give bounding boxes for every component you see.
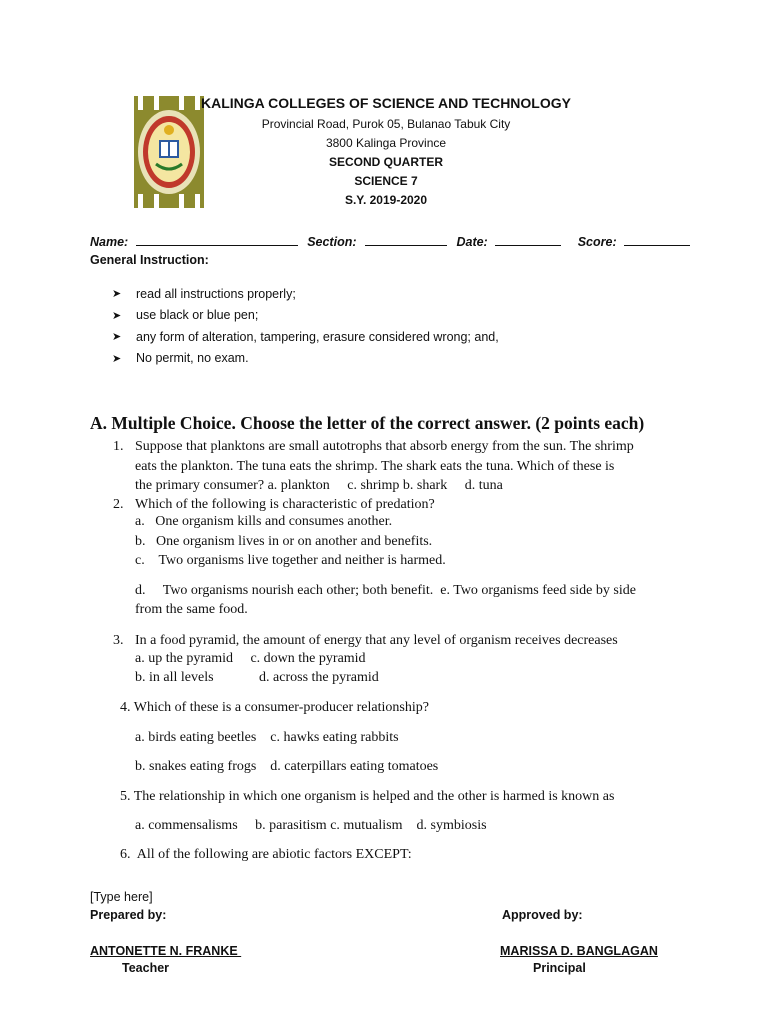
question-6: 6. All of the following are abiotic factors EXCEPT: bbox=[120, 847, 412, 862]
answer-option: a. commensalisms b. parasitism c. mutualism d. symbiosis bbox=[135, 818, 487, 833]
date-label: Date: bbox=[456, 235, 488, 249]
score-blank[interactable] bbox=[624, 233, 690, 246]
preparer-title: Teacher bbox=[122, 961, 170, 975]
arrow-bullet-icon: ➤ bbox=[112, 352, 122, 365]
exam-quarter: SECOND QUARTER bbox=[328, 155, 443, 169]
list-item: ➤ use black or blue pen; bbox=[112, 308, 259, 323]
section-blank[interactable] bbox=[365, 233, 447, 246]
answer-option: a. birds eating beetles c. hawks eating rabbits bbox=[135, 730, 399, 745]
footer-placeholder: [Type here] bbox=[90, 890, 153, 904]
answer-option: d. Two organisms nourish each other; both benefit. e. Two organisms feed side by side bbox=[135, 583, 636, 598]
approver-name: MARISSA D. BANGLAGAN bbox=[500, 944, 658, 958]
answer-option: b. snakes eating frogs d. caterpillars eating tomatoes bbox=[135, 759, 439, 774]
answer-option: a. One organism kills and consumes another. bbox=[135, 514, 393, 529]
school-logo bbox=[134, 96, 204, 208]
prepared-by-label: Prepared by: bbox=[90, 908, 167, 922]
section-label: Section: bbox=[307, 235, 357, 249]
arrow-bullet-icon: ➤ bbox=[112, 331, 122, 344]
question-5: 5. The relationship in which one organism is helped and the other is harmed is known as bbox=[120, 789, 615, 804]
answer-option: b. One organism lives in or on another and benefits. bbox=[135, 534, 433, 549]
list-item: ➤ any form of alteration, tampering, erasure considered wrong; and, bbox=[112, 329, 499, 344]
question-number: 1. bbox=[113, 439, 124, 454]
score-label: Score: bbox=[577, 235, 617, 249]
list-item: ➤ No permit, no exam. bbox=[112, 351, 249, 366]
exam-subject: SCIENCE 7 bbox=[354, 174, 418, 188]
question-text: In a food pyramid, the amount of energy that any level of organism receives decreases bbox=[135, 633, 618, 648]
question-text: Suppose that planktons are small autotrophs that absorb energy from the sun. The shrimp eats the plankton. The tuna eats the shrimp. The shark eats the tuna. Which of these is the primary consumer? a. plankton c. shrimp b. shark d. tuna bbox=[135, 439, 634, 493]
school-province: 3800 Kalinga Province bbox=[325, 136, 447, 150]
question-number: 2. bbox=[113, 497, 124, 512]
approver-title: Principal bbox=[533, 961, 586, 975]
school-name: KALINGA COLLEGES OF SCIENCE AND TECHNOLOGY bbox=[201, 95, 571, 111]
instruction-heading: General Instruction: bbox=[90, 253, 209, 267]
list-item: ➤ read all instructions properly; bbox=[112, 286, 296, 301]
answer-option: from the same food. bbox=[135, 602, 248, 617]
date-blank[interactable] bbox=[495, 233, 561, 246]
school-year: S.Y. 2019-2020 bbox=[344, 193, 428, 207]
answer-option: c. Two organisms live together and neither is harmed. bbox=[135, 553, 446, 568]
section-a-title: A. Multiple Choice. Choose the letter of the correct answer. (2 points each) bbox=[90, 413, 645, 433]
student-info-row bbox=[90, 233, 690, 249]
answer-option: a. up the pyramid c. down the pyramid bbox=[135, 651, 366, 666]
approved-by-label: Approved by: bbox=[502, 908, 583, 922]
instruction-list bbox=[112, 283, 499, 369]
name-blank[interactable] bbox=[136, 233, 298, 246]
answer-option: b. in all levels d. across the pyramid bbox=[135, 670, 379, 685]
question-4: 4. Which of these is a consumer-producer relationship? bbox=[120, 700, 429, 715]
name-label: Name: bbox=[90, 235, 129, 249]
school-address: Provincial Road, Purok 05, Bulanao Tabuk City bbox=[261, 117, 511, 131]
arrow-bullet-icon: ➤ bbox=[112, 288, 122, 301]
question-number: 3. bbox=[113, 633, 124, 648]
preparer-name: ANTONETTE N. FRANKE bbox=[90, 944, 242, 958]
arrow-bullet-icon: ➤ bbox=[112, 309, 122, 322]
question-text: Which of the following is characteristic of predation? bbox=[135, 497, 435, 512]
